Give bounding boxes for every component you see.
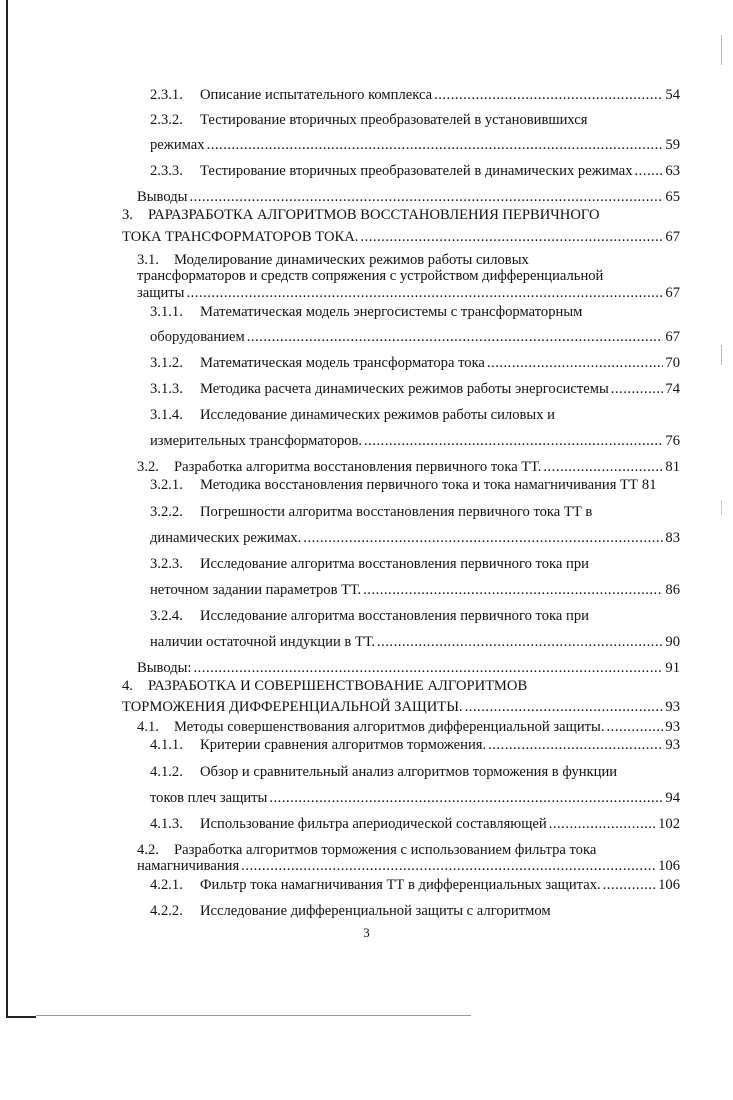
toc-entry-page: 106 <box>658 877 680 893</box>
toc-entry <box>137 660 680 676</box>
toc-entry-page: 54 <box>665 87 680 103</box>
toc-entry-title: Фильтр тока намагничивания ТТ в дифференциальных защитах. <box>200 877 601 893</box>
toc-entry <box>150 764 617 780</box>
toc-entry <box>150 355 680 371</box>
toc-entry-title-cont: защиты <box>137 285 185 301</box>
toc-entry-page: 67 <box>665 329 680 345</box>
toc-entry-title-line2: трансформаторов и средств сопряжения с устройством дифференциальной <box>137 268 604 284</box>
toc-entry-number: 3.2.2. <box>150 504 183 520</box>
toc-entry-number: 4.1.1. <box>150 737 183 753</box>
toc-entry-title: Тестирование вторичных преобразователей в динамических режимах <box>200 163 633 179</box>
toc-entry <box>150 903 551 919</box>
toc-entry-number: 3. <box>122 207 133 223</box>
toc-entry-title: Исследование алгоритма восстановления первичного тока при <box>200 608 589 624</box>
toc-entry-title: Разработка алгоритмов торможения с использованием фильтра тока <box>174 842 597 858</box>
toc-entry-continuation <box>122 699 680 715</box>
toc-entry-page: 90 <box>665 634 680 650</box>
leader-dots <box>434 87 663 103</box>
toc-entry-title: Методика расчета динамических режимов работы энергосистемы <box>200 381 609 397</box>
toc-section <box>137 719 680 735</box>
toc-entry-number: 4.1.2. <box>150 764 183 780</box>
toc-entry-title: Математическая модель трансформатора тока <box>200 355 485 371</box>
toc-entry-page: 86 <box>665 582 680 598</box>
toc-entry-number: 4.2. <box>137 842 159 858</box>
toc-entry-title-cont: оборудованием <box>150 329 245 345</box>
toc-entry-page: 83 <box>665 530 680 546</box>
toc-entry-title: Выводы <box>137 189 188 205</box>
toc-entry-title: Обзор и сравнительный анализ алгоритмов торможения в функции <box>200 764 618 780</box>
scan-right-mark <box>721 500 722 515</box>
toc-entry-title: Методика восстановления первичного тока и тока намагничивания ТТ <box>200 477 638 493</box>
toc-entry <box>150 381 680 397</box>
leader-dots <box>241 858 656 874</box>
toc-entry-number: 3.2.4. <box>150 608 183 624</box>
toc-entry <box>150 407 555 423</box>
toc-entry <box>150 877 680 893</box>
scan-left-edge <box>6 0 8 1018</box>
toc-entry-continuation <box>150 530 680 546</box>
leader-dots <box>549 816 656 832</box>
toc-entry-title: Исследование алгоритма восстановления первичного тока при <box>200 556 589 572</box>
toc-entry <box>150 556 589 572</box>
toc-entry-continuation <box>150 433 680 449</box>
toc-entry-title: Математическая модель энергосистемы с трансформаторным <box>200 304 583 320</box>
toc-entry-number: 4. <box>122 678 133 694</box>
leader-dots <box>377 634 663 650</box>
toc-entry-page: 74 <box>665 381 680 397</box>
page-number: 3 <box>363 925 370 940</box>
toc-entry-number: 3.2.1. <box>150 477 183 493</box>
toc-entry-continuation <box>150 329 680 345</box>
toc-entry-page: 106 <box>658 858 680 874</box>
toc-entry-title: Погрешности алгоритма восстановления первичного тока ТТ в <box>200 504 593 520</box>
toc-entry-number: 4.2.1. <box>150 877 183 893</box>
toc-entry-page: 102 <box>658 816 680 832</box>
leader-dots <box>465 699 664 715</box>
toc-entry-page: 93 <box>665 699 680 715</box>
leader-dots <box>603 877 656 893</box>
leader-dots <box>607 719 664 735</box>
leader-dots <box>189 189 663 205</box>
toc-entry-page: 91 <box>665 660 680 676</box>
leader-dots <box>360 229 663 245</box>
leader-dots <box>543 459 663 475</box>
toc-entry-title: Описание испытательного комплекса <box>200 87 433 103</box>
leader-dots <box>207 137 664 153</box>
toc-section <box>137 252 529 268</box>
toc-entry-continuation <box>150 790 680 806</box>
toc-entry-title: РАРАЗРАБОТКА АЛГОРИТМОВ ВОССТАНОВЛЕНИЯ ПЕРВИЧНОГО <box>148 207 600 223</box>
toc-entry-number: 2.3.1. <box>150 87 183 103</box>
toc-entry-number: 3.2. <box>137 459 159 475</box>
leader-dots <box>186 285 663 301</box>
toc-entry-number: 4.2.2. <box>150 903 183 919</box>
toc-entry-title-cont: токов плеч защиты <box>150 790 268 806</box>
toc-section <box>137 842 596 858</box>
toc-entry-page: 63 <box>665 163 680 179</box>
toc-entry-page: 94 <box>665 790 680 806</box>
toc-entry <box>137 189 680 205</box>
toc-entry-title: Моделирование динамических режимов работы силовых <box>174 252 529 268</box>
toc-entry <box>150 477 680 493</box>
leader-dots <box>364 433 663 449</box>
toc-entry-number: 4.1.3. <box>150 816 183 832</box>
leader-dots <box>247 329 664 345</box>
leader-dots <box>487 355 663 371</box>
scan-right-mark <box>721 35 722 65</box>
leader-dots <box>194 660 664 676</box>
toc-entry <box>150 163 680 179</box>
toc-entry-page: 65 <box>665 189 680 205</box>
toc-entry <box>150 504 592 520</box>
toc-entry-continuation <box>150 634 680 650</box>
toc-entry-title: Выводы: <box>137 660 192 676</box>
toc-entry-number: 3.1.4. <box>150 407 183 423</box>
toc-entry-number: 3.1.2. <box>150 355 183 371</box>
toc-entry-title: Методы совершенствования алгоритмов дифференциальной защиты. <box>174 719 605 735</box>
toc-entry <box>150 608 589 624</box>
toc-entry-line <box>137 268 603 284</box>
leader-dots <box>303 530 663 546</box>
toc-entry-title-cont: наличии остаточной индукции в ТТ. <box>150 634 375 650</box>
toc-entry <box>150 816 680 832</box>
toc-entry-title-cont: неточном задании параметров ТТ. <box>150 582 362 598</box>
toc-entry-continuation <box>122 229 680 245</box>
toc-entry-title: Тестирование вторичных преобразователей в установившихся <box>200 112 588 128</box>
toc-entry-continuation <box>150 137 680 153</box>
leader-dots <box>269 790 663 806</box>
toc-entry-number: 3.2.3. <box>150 556 183 572</box>
toc-section <box>137 459 680 475</box>
toc-entry-title-cont: динамических режимах. <box>150 530 302 546</box>
toc-entry-page: 81 <box>665 459 680 475</box>
scan-right-mark <box>721 345 722 365</box>
toc-entry-continuation <box>137 285 680 301</box>
toc-entry-page: 76 <box>665 433 680 449</box>
toc-entry-title-cont: ТОРМОЖЕНИЯ ДИФФЕРЕНЦИАЛЬНОЙ ЗАЩИТЫ. <box>122 699 463 715</box>
toc-entry-page: 67 <box>665 229 680 245</box>
toc-entry-title: РАЗРАБОТКА И СОВЕРШЕНСТВОВАНИЕ АЛГОРИТМОВ <box>148 678 528 694</box>
toc-entry <box>150 304 582 320</box>
toc-entry-title: Разработка алгоритма восстановления первичного тока ТТ. <box>174 459 542 475</box>
toc-entry-page: 70 <box>665 355 680 371</box>
toc-entry-title-cont: намагничивания <box>137 858 240 874</box>
toc-entry <box>150 112 587 128</box>
toc-entry-number: 2.3.3. <box>150 163 183 179</box>
toc-chapter <box>122 207 599 223</box>
toc-entry <box>150 87 680 103</box>
leader-dots <box>363 582 663 598</box>
toc-entry-page: 59 <box>665 137 680 153</box>
toc-entry-title: Исследование дифференциальной защиты с алгоритмом <box>200 903 551 919</box>
toc-entry-title-cont: режимах <box>150 137 205 153</box>
toc-entry-continuation <box>137 858 680 874</box>
scan-bottom-line <box>36 1015 471 1016</box>
toc-entry-number: 4.1. <box>137 719 159 735</box>
toc-entry-page: 93 <box>665 719 680 735</box>
toc-entry-title-cont: ТОКА ТРАНСФОРМАТОРОВ ТОКА. <box>122 229 359 245</box>
toc-entry-title-cont: измерительных трансформаторов. <box>150 433 363 449</box>
toc-entry-title: Использование фильтра апериодической составляющей <box>200 816 547 832</box>
toc-entry-page: 93 <box>665 737 680 753</box>
toc-entry-number: 3.1.1. <box>150 304 183 320</box>
toc-entry-number: 3.1.3. <box>150 381 183 397</box>
leader-dots <box>611 381 664 397</box>
toc-chapter <box>122 678 527 694</box>
leader-dots <box>488 737 663 753</box>
toc-entry-number: 2.3.2. <box>150 112 183 128</box>
toc-entry-page: 81 <box>641 477 657 493</box>
toc-entry-title: Критерии сравнения алгоритмов торможения. <box>200 737 487 753</box>
toc-entry <box>150 737 680 753</box>
scan-bottom-edge <box>6 1016 36 1018</box>
toc-entry-continuation <box>150 582 680 598</box>
toc-entry-page: 67 <box>665 285 680 301</box>
toc-entry-number: 3.1. <box>137 252 159 268</box>
toc-entry-title: Исследование динамических режимов работы силовых и <box>200 407 555 423</box>
leader-dots <box>635 163 664 179</box>
